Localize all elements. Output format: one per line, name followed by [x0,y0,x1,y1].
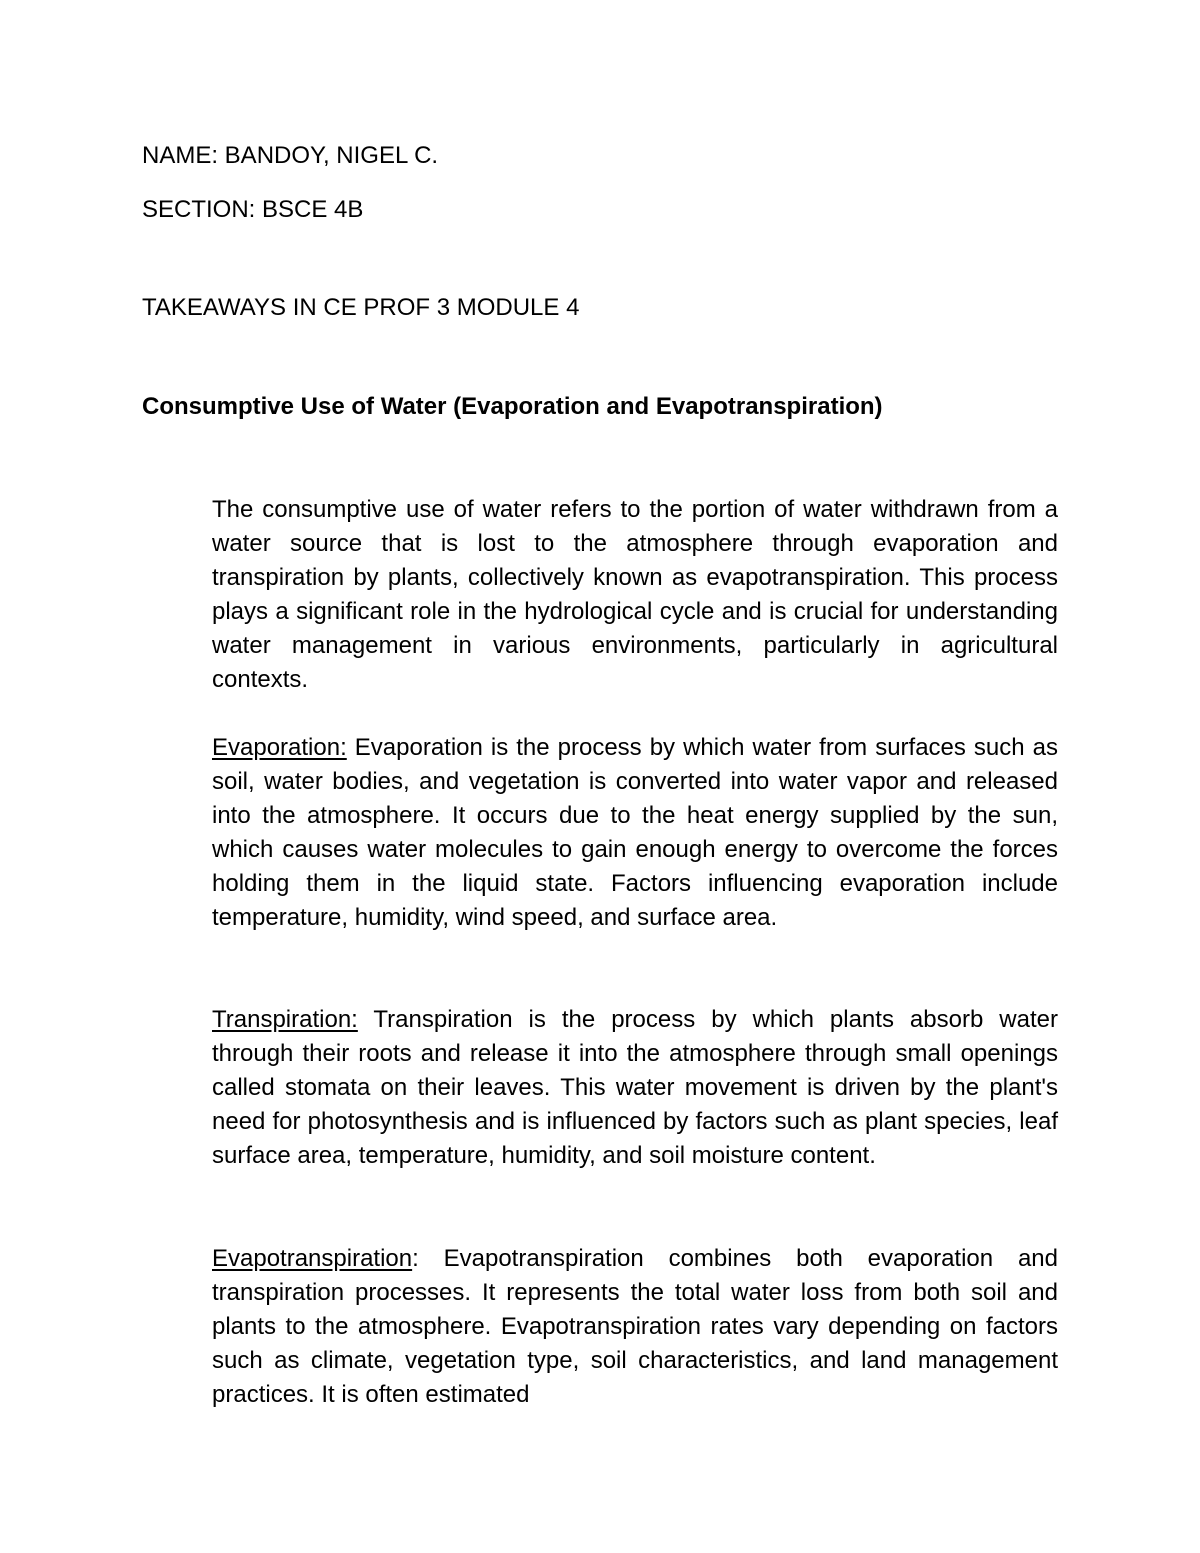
student-section: SECTION: BSCE 4B [142,196,364,223]
evapotranspiration-text: : Evapotranspiration combines both evaporation and transpiration processes. It represents the total water loss from both soil and plants to the atmosphere. Evapotranspiration rates vary depending on factors such as climate, vegetation type, soil characteristics, and land management practices. It is often estimated [212,1245,1058,1408]
student-name: NAME: BANDOY, NIGEL C. [142,142,439,169]
document-subject: TAKEAWAYS IN CE PROF 3 MODULE 4 [142,294,580,321]
transpiration-paragraph [212,1003,1058,1173]
document-heading: Consumptive Use of Water (Evaporation and Evapotranspiration) [142,393,883,420]
evaporation-text: Evaporation is the process by which water from surfaces such as soil, water bodies, and vegetation is converted into water vapor and released into the atmosphere. It occurs due to the heat energy supplied by the sun, which causes water molecules to gain enough energy to overcome the forces holding them in the liquid state. Factors influencing evaporation include temperature, humidity, wind speed, and surface area. [212,734,1058,931]
intro-paragraph: The consumptive use of water refers to the portion of water withdrawn from a water source that is lost to the atmosphere through evaporation and transpiration by plants, collectively known as evapotranspiration. This process plays a significant role in the hydrological cycle and is crucial for understanding water management in various environments, particularly in agricultural contexts. [212,496,1058,693]
evaporation-paragraph [212,731,1058,935]
evapotranspiration-paragraph [212,1242,1058,1412]
evaporation-term: Evaporation: [212,734,347,761]
evapotranspiration-term: Evapotranspiration [212,1245,413,1272]
transpiration-term: Transpiration: [212,1006,358,1033]
transpiration-text: Transpiration is the process by which plants absorb water through their roots and release it into the atmosphere through small openings called stomata on their leaves. This water movement is driven by the plant's need for photosynthesis and is influenced by factors such as plant species, leaf surface area, temperature, humidity, and soil moisture content. [212,1006,1058,1169]
